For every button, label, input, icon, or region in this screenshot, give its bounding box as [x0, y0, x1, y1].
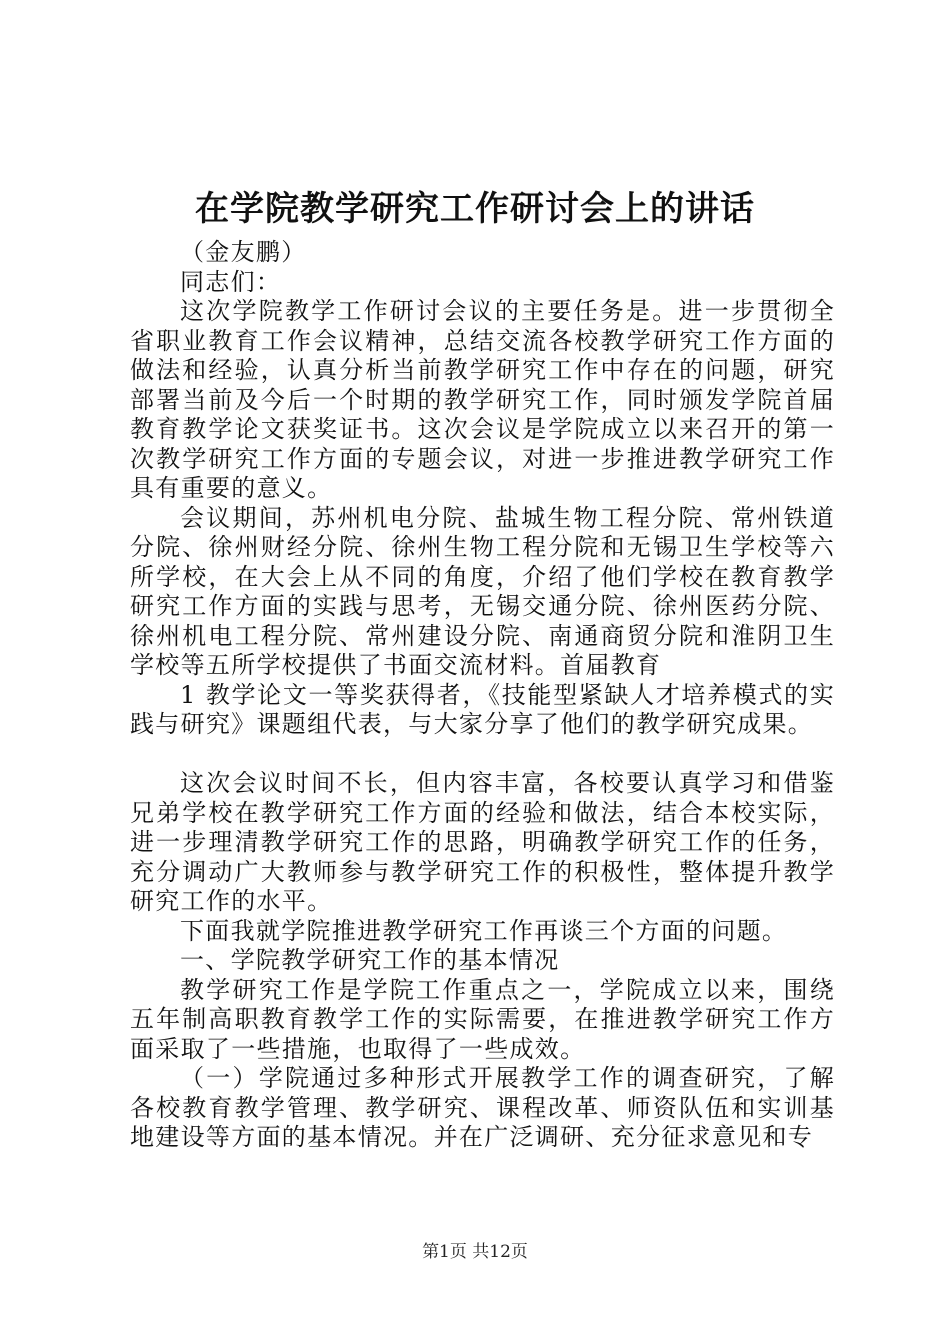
- paragraph-award-winners: 1 教学论文一等奖获得者，《技能型紧缺人才培养模式的实践与研究》课题组代表，与大家分享了他们的教学研究成果。: [130, 680, 835, 738]
- section-heading-basic-situation: 一、学院教学研究工作的基本情况: [180, 946, 560, 974]
- page-number-footer: 第1页 共12页: [422, 1242, 528, 1262]
- author-line: （金友鹏）: [180, 238, 307, 266]
- paragraph-meeting-purpose: 这次学院教学工作研讨会议的主要任务是。进一步贯彻全省职业教育工作会议精神，总结交流各校教学研究工作方面的做法和经验，认真分析当前教学研究工作中存在的问题，研究部署当前及今后一个时期的教学研究工作，同时颁发学院首届教育教学论文获奖证书。这次会议是学院成立以来召开的第一次教学研究工作方面的专题会议，对进一步推进教学研究工作具有重要的意义。: [130, 297, 835, 502]
- salutation-line: 同志们：: [180, 267, 282, 296]
- paragraph-survey-research: （一）学院通过多种形式开展教学工作的调查研究，了解各校教育教学管理、教学研究、课程改革、师资队伍和实训基地建设等方面的基本情况。并在广泛调研、充分征求意见和专: [130, 1064, 835, 1151]
- document-title: 在学院教学研究工作研讨会上的讲话: [195, 189, 755, 229]
- document-body: [130, 238, 835, 1153]
- paragraph-meeting-period: 会议期间，苏州机电分院、盐城生物工程分院、常州铁道分院、徐州财经分院、徐州生物工程分院和无锡卫生学校等六所学校，在大会上从不同的角度，介绍了他们学校在教育教学研究工作方面的实践与思考，无锡交通分院、徐州医药分院、徐州机电工程分院、常州建设分院、南通商贸分院和淮阴卫生学校等五所学校提供了书面交流材料。首届教育: [130, 503, 835, 679]
- paragraph-teaching-research-focus: 教学研究工作是学院工作重点之一，学院成立以来，围绕五年制高职教育教学工作的实际需要，在推进教学研究工作方面采取了一些措施，也取得了一些成效。: [130, 975, 835, 1063]
- paragraph-three-issues: 下面我就学院推进教学研究工作再谈三个方面的问题。: [180, 916, 788, 945]
- paragraph-meeting-summary: 这次会议时间不长，但内容丰富，各校要认真学习和借鉴兄弟学校在教学研究工作方面的经验和做法，结合本校实际，进一步理清教学研究工作的思路，明确教学研究工作的任务，充分调动广大教师参与教学研究工作的积极性，整体提升教学研究工作的水平。: [130, 769, 835, 915]
